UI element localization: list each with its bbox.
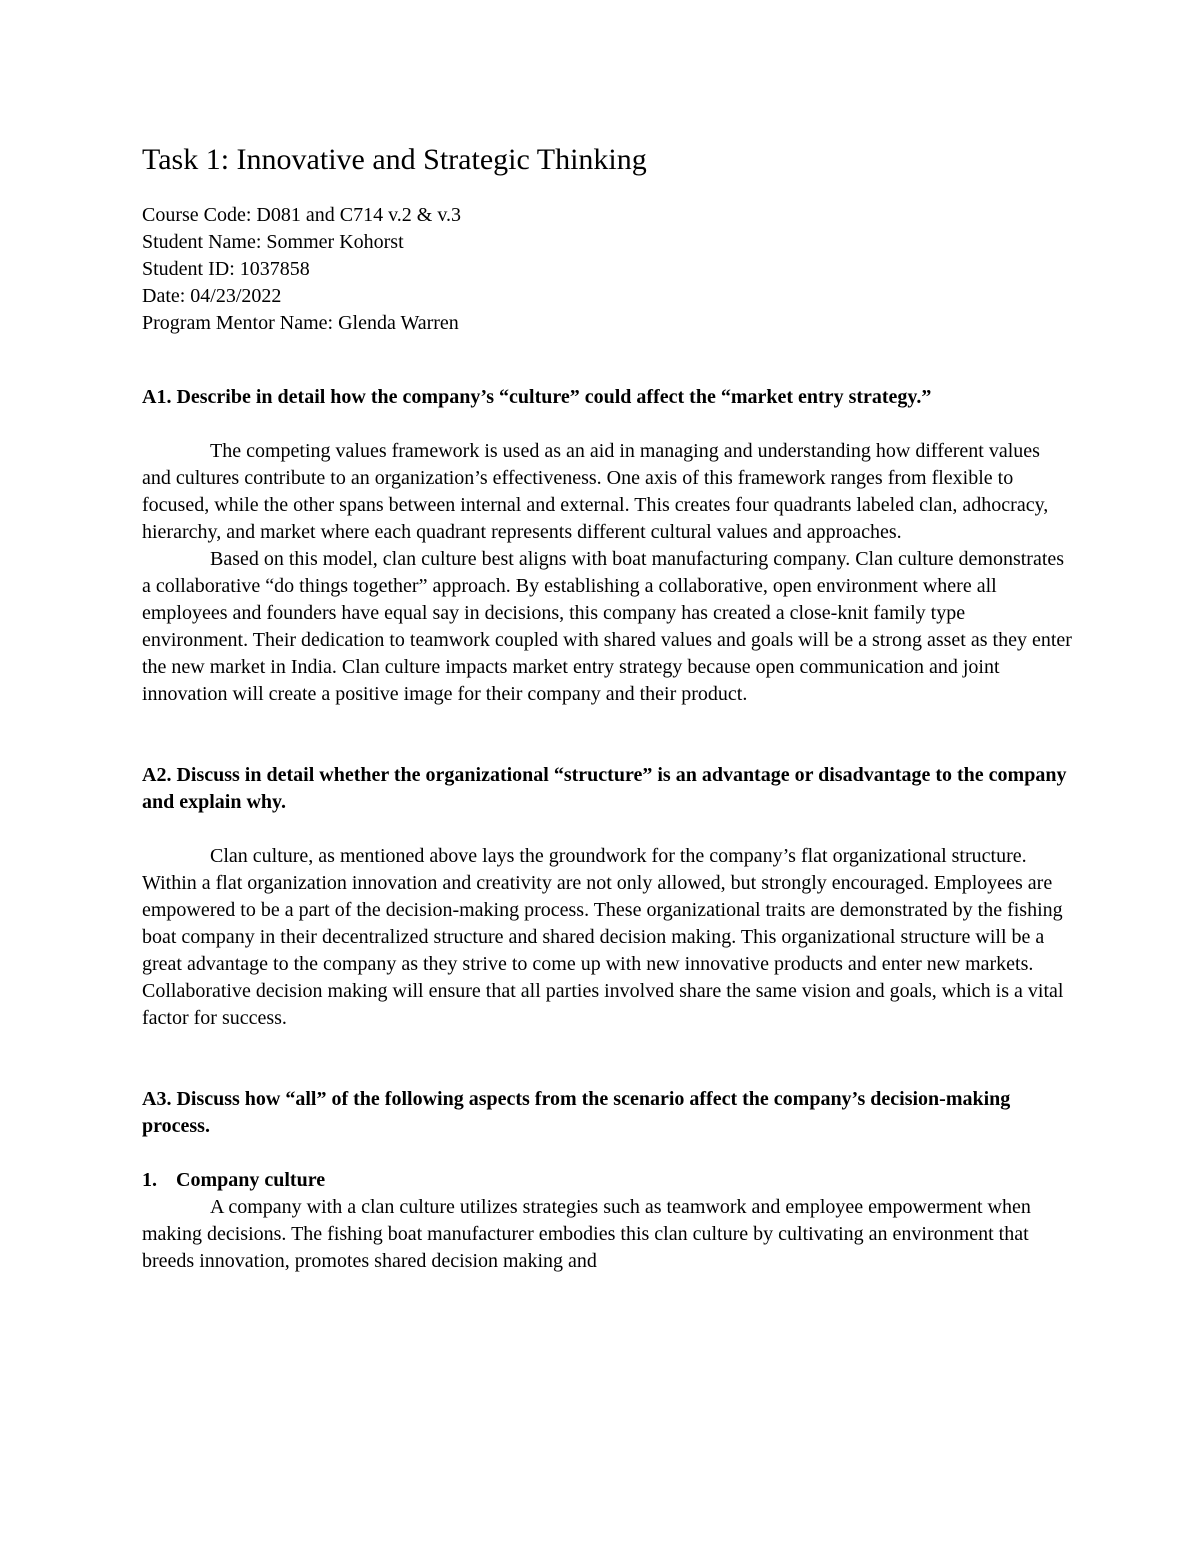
section-a1-paragraph-1: The competing values framework is used as an aid in managing and understanding how different values and cultures contribute to an organization’s effectiveness. One axis of this framework ranges from flexible to focused, while the other spans between internal and external. This creates four quadrants labeled clan, adhocracy, hierarchy, and market where each quadrant represents different cultural values and approaches. xyxy=(142,440,1049,543)
student-name: Student Name: Sommer Kohorst xyxy=(142,231,404,253)
section-a2-paragraph-1: Clan culture, as mentioned above lays the groundwork for the company’s flat organizational structure. Within a flat organization innovation and creativity are not only allowed, but strongly encouraged. Employees are empowered to be a part of the decision-making process. These organizational traits are demonstrated by the fishing boat company in their decentralized structure and shared decision making. This organizational structure will be a great advantage to the company as they strive to come up with new innovative products and enter new markets. Collaborative decision making will ensure that all parties involved share the same vision and goals, which is a vital factor for success. xyxy=(142,845,1064,1029)
document-content xyxy=(142,138,1072,1275)
document-title: Task 1: Innovative and Strategic Thinking xyxy=(142,143,647,176)
list-item-company-culture xyxy=(142,1167,1072,1194)
list-item-number: 1. xyxy=(142,1169,157,1191)
list-item-label: Company culture xyxy=(176,1169,326,1191)
section-a2 xyxy=(142,762,1072,1032)
section-a1-heading: A1. Describe in detail how the company’s “culture” could affect the “market entry strategy.” xyxy=(142,386,932,408)
program-mentor: Program Mentor Name: Glenda Warren xyxy=(142,312,459,334)
section-a1 xyxy=(142,384,1072,708)
student-id: Student ID: 1037858 xyxy=(142,258,310,280)
list-item-company-culture-text: A company with a clan culture utilizes strategies such as teamwork and employee empowerment when making decisions. The fishing boat manufacturer embodies this clan culture by cultivating an environment that breeds innovation, promotes shared decision making and xyxy=(142,1196,1031,1272)
student-info-block xyxy=(142,202,1072,337)
section-a1-paragraph-2: Based on this model, clan culture best aligns with boat manufacturing company. Clan culture demonstrates a collaborative “do things together” approach. By establishing a collaborative, open environment where all employees and founders have equal say in decisions, this company has created a close-knit family type environment. Their dedication to teamwork coupled with shared values and goals will be a strong asset as they enter the new market in India. Clan culture impacts market entry strategy because open communication and joint innovation will create a positive image for their company and their product. xyxy=(142,548,1072,705)
section-a2-heading: A2. Discuss in detail whether the organizational “structure” is an advantage or disadvantage to the company and explain why. xyxy=(142,764,1067,813)
section-a3 xyxy=(142,1086,1072,1275)
section-a3-heading: A3. Discuss how “all” of the following aspects from the scenario affect the company’s decision-making process. xyxy=(142,1088,1011,1137)
submission-date: Date: 04/23/2022 xyxy=(142,285,282,307)
course-code: Course Code: D081 and C714 v.2 & v.3 xyxy=(142,204,462,226)
